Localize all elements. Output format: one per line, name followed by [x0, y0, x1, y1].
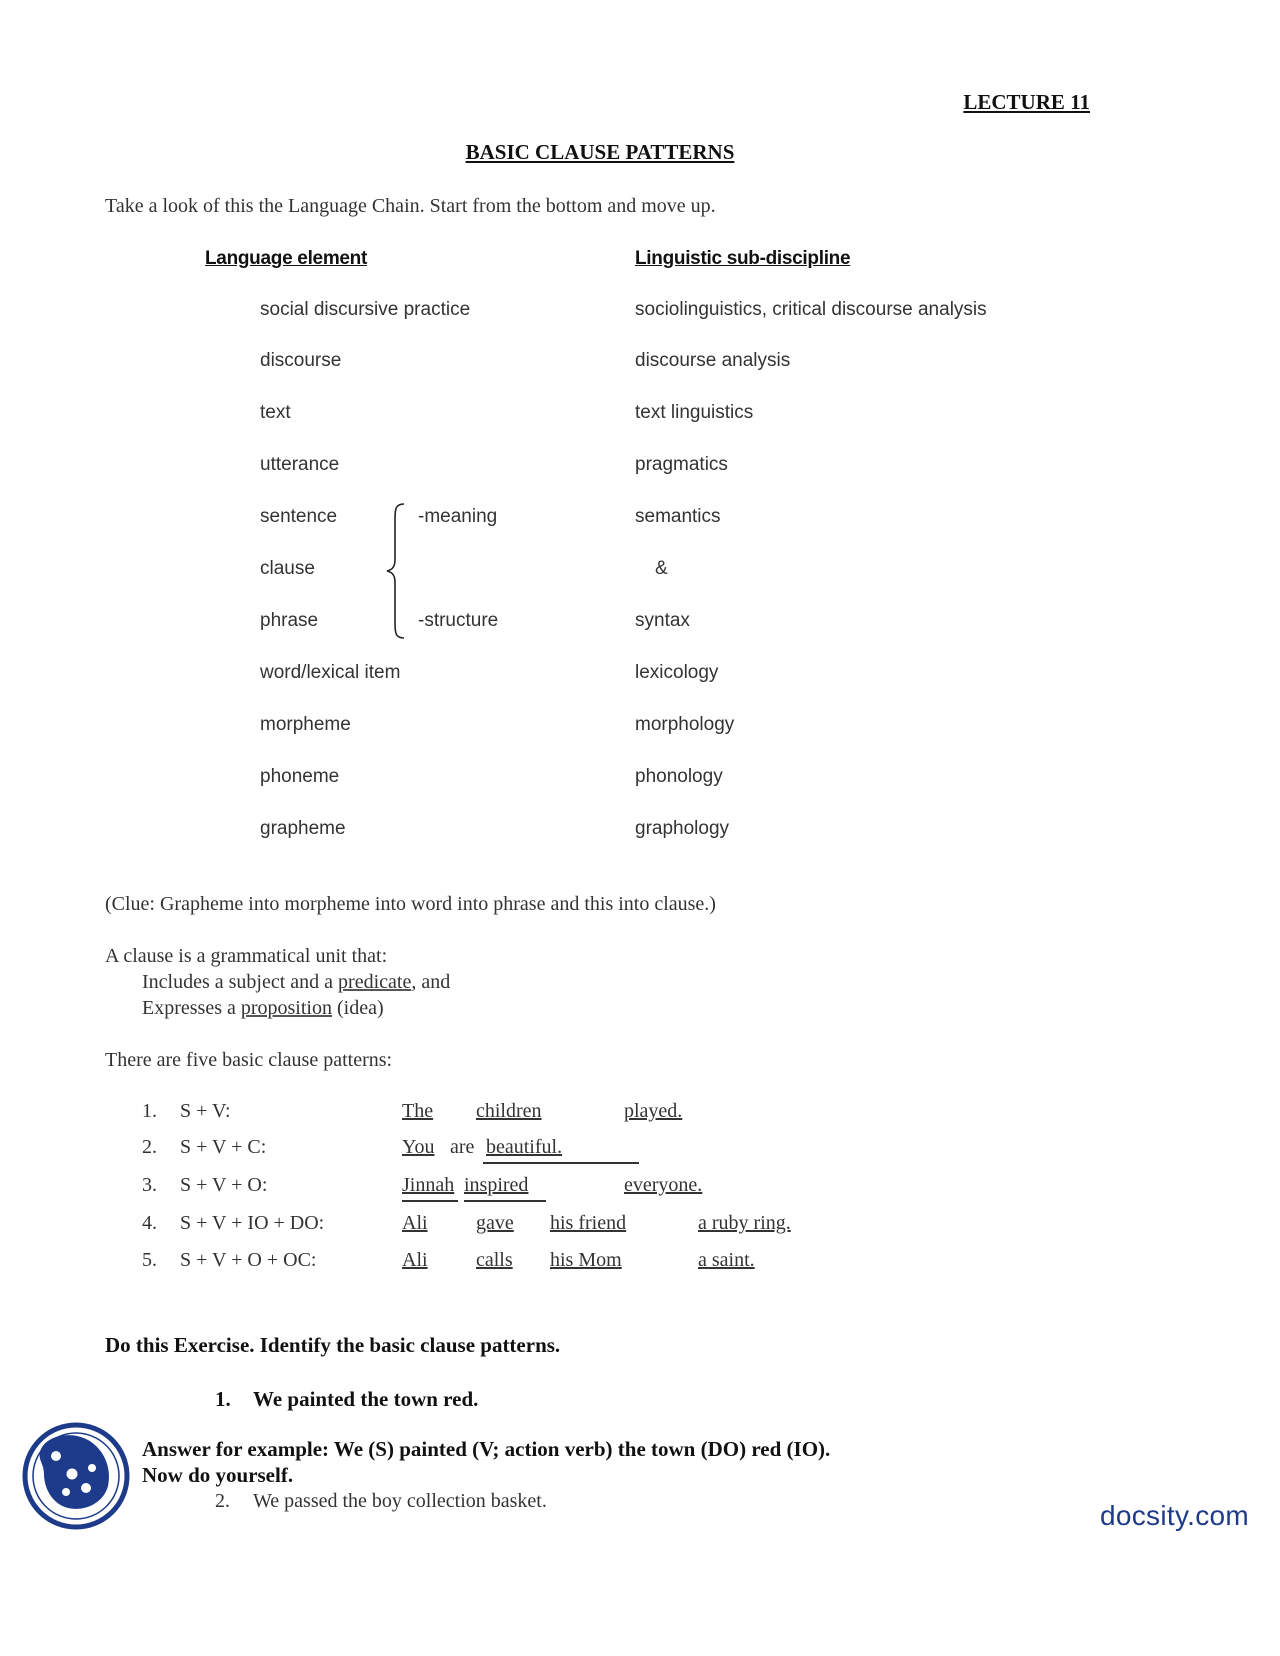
example-word: a ruby ring. [698, 1212, 791, 1234]
underline-rule [464, 1200, 546, 1202]
example-word: inspired [464, 1174, 529, 1196]
pattern-number: 4. [142, 1212, 157, 1234]
clue-text: (Clue: Grapheme into morpheme into word into phrase and this into clause.) [105, 893, 716, 915]
table-row-discipline: graphology [635, 818, 730, 839]
column-header-discipline: Linguistic sub-discipline [635, 248, 851, 269]
example-word: Ali [402, 1249, 428, 1271]
docsity-brand-text[interactable]: docsity.com [1100, 1500, 1250, 1531]
pattern-formula: S + V + O: [180, 1174, 268, 1196]
brace-note-meaning: -meaning [418, 506, 498, 527]
definition-intro: A clause is a grammatical unit that: [105, 945, 388, 967]
example-word: Jinnah [402, 1174, 455, 1196]
page-title: BASIC CLAUSE PATTERNS [465, 140, 735, 164]
definition-line-predicate [142, 971, 450, 994]
proposition-word: proposition [240, 997, 332, 1019]
table-row-discipline: & [655, 558, 668, 579]
pattern-formula: S + V + O + OC: [180, 1249, 317, 1271]
example-answer: Answer for example: We (S) painted (V; action verb) the town (DO) red (IO). [142, 1437, 831, 1461]
definition-text: , and [411, 971, 451, 993]
table-row-element: phoneme [260, 766, 340, 787]
pattern-number: 1. [142, 1100, 157, 1122]
table-row-discipline: phonology [635, 766, 723, 787]
table-row-discipline: text linguistics [635, 402, 754, 423]
example-word: his Mom [550, 1249, 622, 1271]
table-row-element: phrase [260, 610, 319, 631]
brace-note-structure: -structure [418, 610, 499, 631]
example-word: his friend [550, 1212, 627, 1234]
pattern-formula: S + V + IO + DO: [180, 1212, 325, 1234]
underline-rule [402, 1200, 458, 1202]
underline-rule [483, 1162, 639, 1164]
example-word: You [402, 1136, 435, 1158]
definition-line-proposition [142, 997, 384, 1020]
lecture-number: LECTURE 11 [963, 90, 1090, 114]
table-row-element: morpheme [260, 714, 351, 735]
table-row-element: grapheme [260, 818, 346, 839]
table-row-element: text [260, 402, 291, 423]
predicate-word: predicate [338, 971, 412, 993]
table-row-discipline: pragmatics [635, 454, 728, 475]
definition-text: Includes a subject and a [142, 971, 339, 993]
pattern-number: 5. [142, 1249, 157, 1271]
docsity-logo-icon [22, 1422, 130, 1530]
table-row-element: social discursive practice [260, 299, 471, 320]
question-text: We painted the town red. [253, 1387, 479, 1411]
table-row-element: discourse [260, 350, 342, 371]
example-word: children [476, 1100, 542, 1122]
grouping-brace [385, 502, 409, 640]
pattern-formula: S + V + C: [180, 1136, 267, 1158]
table-row-discipline: morphology [635, 714, 735, 735]
example-word: The [402, 1100, 434, 1122]
question-number: 2. [215, 1490, 230, 1512]
pattern-number: 2. [142, 1136, 157, 1158]
instruction-text: Now do yourself. [142, 1463, 294, 1487]
table-row-discipline: syntax [635, 610, 690, 631]
table-row-discipline: semantics [635, 506, 721, 527]
intro-text: Take a look of this the Language Chain. Start from the bottom and move up. [105, 195, 716, 217]
pattern-number: 3. [142, 1174, 157, 1196]
question-number: 1. [215, 1387, 231, 1411]
column-header-element: Language element [205, 248, 368, 269]
example-word: calls [476, 1249, 513, 1271]
table-row-discipline: sociolinguistics, critical discourse analysis [635, 299, 987, 320]
table-row-discipline: discourse analysis [635, 350, 791, 371]
question-text: We passed the boy collection basket. [253, 1490, 547, 1512]
example-word: gave [476, 1212, 514, 1234]
example-word: played. [624, 1100, 683, 1122]
table-row-discipline: lexicology [635, 662, 719, 683]
definition-text: Expresses a [142, 997, 241, 1019]
definition-text: (idea) [331, 997, 384, 1019]
table-row-element: sentence [260, 506, 338, 527]
example-word: everyone. [624, 1174, 703, 1196]
example-word: Ali [402, 1212, 428, 1234]
pattern-formula: S + V: [180, 1100, 231, 1122]
patterns-intro: There are five basic clause patterns: [105, 1049, 393, 1071]
exercise-heading: Do this Exercise. Identify the basic clause patterns. [105, 1333, 561, 1357]
example-word: beautiful. [486, 1136, 563, 1158]
table-row-element: word/lexical item [260, 662, 401, 683]
example-word: are [450, 1136, 475, 1158]
table-row-element: utterance [260, 454, 340, 475]
table-row-element: clause [260, 558, 315, 579]
example-word: a saint. [698, 1249, 755, 1271]
